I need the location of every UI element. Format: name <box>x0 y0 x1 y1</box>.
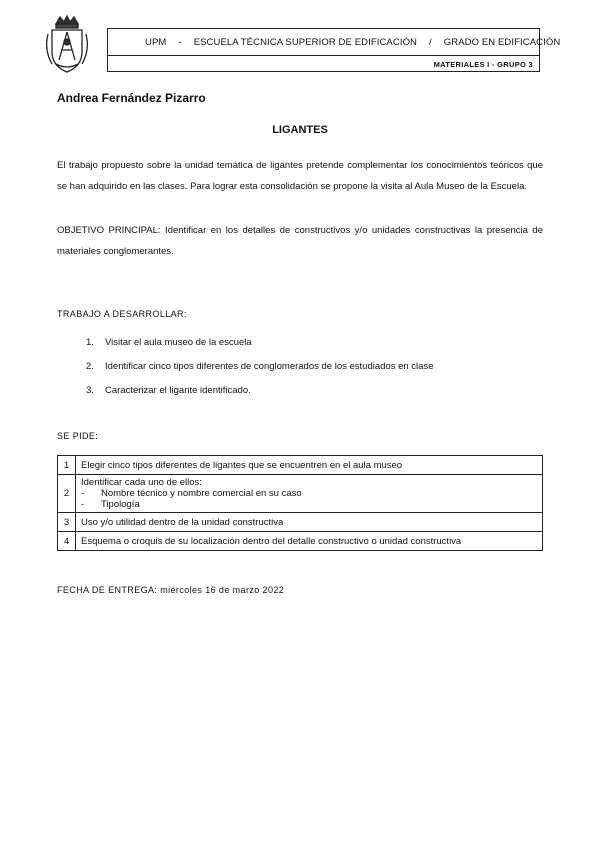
table-row <box>58 532 543 551</box>
work-list <box>86 330 433 402</box>
header-separator-slash: / <box>429 36 432 48</box>
work-heading: TRABAJO A DESARROLLAR: <box>57 309 187 319</box>
author-name: Andrea Fernández Pizarro <box>57 91 206 105</box>
bullet-dash: - <box>81 488 85 499</box>
list-item <box>86 378 433 402</box>
table-row <box>58 456 543 475</box>
list-item-number: 3. <box>86 384 94 396</box>
table-subitem <box>81 488 537 499</box>
bullet-dash: - <box>81 499 85 510</box>
table-row <box>58 475 543 513</box>
header-course-row <box>108 56 539 72</box>
header-title-row <box>108 29 561 56</box>
header-course: MATERIALES I - GRUPO 3 <box>433 59 533 69</box>
requested-table <box>57 455 543 551</box>
page-title: LIGANTES <box>272 124 328 136</box>
list-item-number: 2. <box>86 360 94 372</box>
list-item-text: Identificar cinco tipos diferentes de conglomerados de los estudiados en clase <box>105 360 434 372</box>
list-item-text: Caracterizar el ligante identificado. <box>105 384 251 396</box>
table-subitem <box>81 499 537 510</box>
list-item-text: Visitar el aula museo de la escuela <box>105 336 252 348</box>
university-crest-icon <box>42 14 92 76</box>
header-separator-dash: - <box>178 36 182 48</box>
list-item <box>86 354 433 378</box>
table-cell-text: Esquema o croquis de su localización dentro del detalle constructivo o unidad constructiva <box>76 532 543 551</box>
table-cell-text: Uso y/o utilidad dentro de la unidad constructiva <box>76 513 543 532</box>
table-subitem-text: Nombre técnico y nombre comercial en su caso <box>101 488 302 499</box>
document-header <box>107 28 561 72</box>
header-degree: GRADO EN EDIFICACIÓN <box>443 36 561 48</box>
list-item-number: 1. <box>86 336 94 348</box>
header-school: ESCUELA TÉCNICA SUPERIOR DE EDIFICACIÓN <box>193 36 418 48</box>
objective-paragraph: OBJETIVO PRINCIPAL: Identificar en los detalles de constructivos y/o unidades constructivas la presencia de materiales conglomerantes. <box>57 225 543 257</box>
table-cell-line: Identificar cada uno de ellos: <box>81 477 202 488</box>
table-cell-number: 4 <box>58 532 76 551</box>
requested-heading: SE PIDE: <box>57 431 99 441</box>
table-cell-number: 1 <box>58 456 76 475</box>
table-cell-number: 3 <box>58 513 76 532</box>
table-cell-number: 2 <box>58 475 76 513</box>
table-cell-text <box>76 475 543 513</box>
due-date: FECHA DE ENTREGA: miércoles 16 de marzo 2022 <box>57 585 285 595</box>
list-item <box>86 330 433 354</box>
intro-paragraph: El trabajo propuesto sobre la unidad temática de ligantes pretende complementar los conocimientos teóricos que se han adquirido en las clases. Para lograr esta consolidación se propone la visita al Aula Museo de la Escuela. <box>57 160 543 192</box>
header-institution: UPM <box>145 36 167 48</box>
table-row <box>58 513 543 532</box>
table-cell-text: Elegir cinco tipos diferentes de ligantes que se encuentren en el aula museo <box>76 456 543 475</box>
table-subitem-text: Tipología <box>101 499 140 510</box>
